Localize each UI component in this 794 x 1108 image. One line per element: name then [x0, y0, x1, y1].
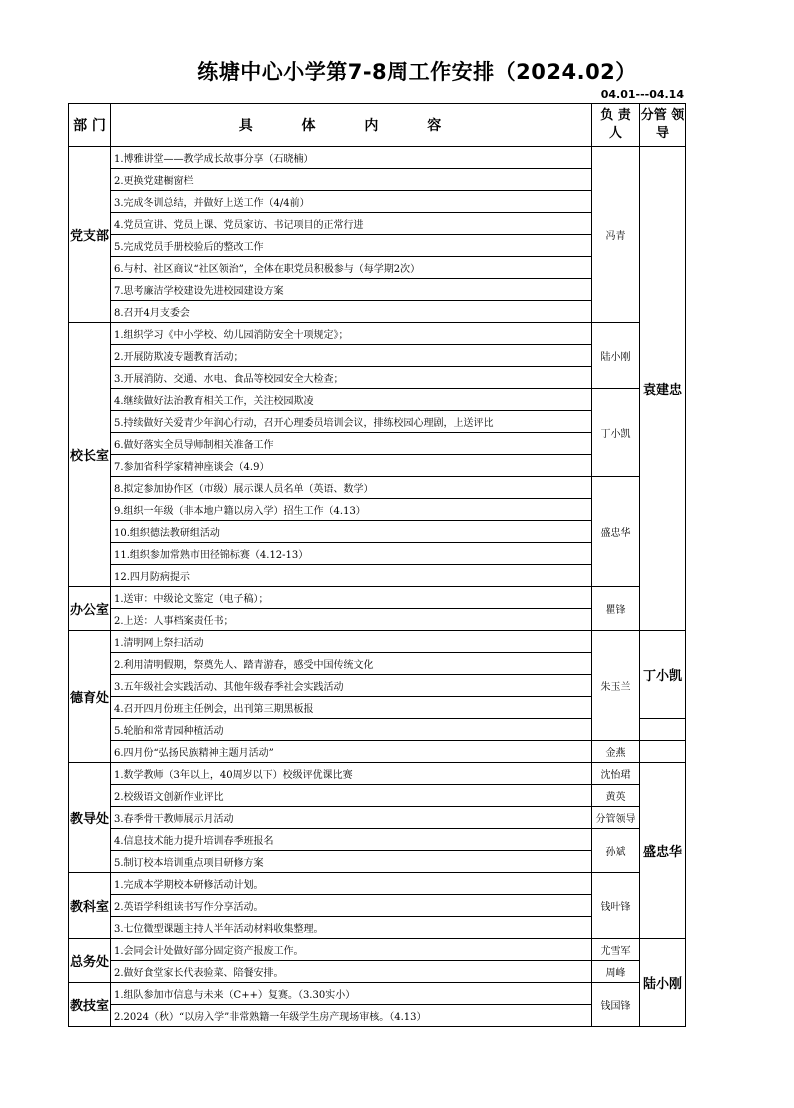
task-item: 1.会同会计处做好部分固定资产报废工作。: [111, 939, 592, 961]
task-item: 3.五年级社会实践活动、其他年级春季社会实践活动: [111, 675, 592, 697]
task-item: 8.召开4月支委会: [111, 301, 592, 323]
task-item: 2.更换党建橱窗栏: [111, 169, 592, 191]
table-row: [69, 983, 686, 1005]
table-row: [69, 763, 686, 785]
task-item: 1.完成本学期校本研修活动计划。: [111, 873, 592, 895]
task-item: 9.组织一年级（非本地户籍以房入学）招生工作（4.13）: [111, 499, 592, 521]
header-person: 负 责 人: [592, 104, 640, 147]
person-principal-b: 丁小凯: [592, 389, 640, 477]
table-row: [69, 631, 686, 653]
table-row: [69, 961, 686, 983]
table-row: [69, 147, 686, 169]
person-teach-2: 黄英: [592, 785, 640, 807]
dept-teaching: 教导处: [69, 763, 111, 873]
header-row: [69, 104, 686, 147]
task-item: 5.完成党员手册校验后的整改工作: [111, 235, 592, 257]
leader-3: 盛忠华: [640, 763, 686, 939]
task-item: 5.轮胎和常青园种植活动: [111, 719, 592, 741]
dept-party: 党支部: [69, 147, 111, 323]
person-research: 钱叶锋: [592, 873, 640, 939]
task-item: 12.四月防病提示: [111, 565, 592, 587]
task-item: 6.与村、社区商议“社区领治”，全体在职党员积极参与（每学期2次）: [111, 257, 592, 279]
header-dept: 部 门: [69, 104, 111, 147]
table-row: [69, 873, 686, 895]
person-office: 瞿锋: [592, 587, 640, 631]
table-row: [69, 807, 686, 829]
dept-office: 办公室: [69, 587, 111, 631]
task-item: 3.完成冬训总结，并做好上送工作（4/4前）: [111, 191, 592, 213]
person-principal-c: 盛忠华: [592, 477, 640, 587]
person-general-2: 周峰: [592, 961, 640, 983]
table-row: [69, 587, 686, 609]
table-row: [69, 741, 686, 763]
person-moral-b: 金燕: [592, 741, 640, 763]
leader-4: 陆小刚: [640, 939, 686, 1027]
table-row: [69, 389, 686, 411]
task-item: 2.开展防欺凌专题教育活动；: [111, 345, 592, 367]
task-item: 3.开展消防、交通、水电、食品等校园安全大检查；: [111, 367, 592, 389]
task-item: 1.组队参加市信息与未来（C++）复赛。（3.30实小）: [111, 983, 592, 1005]
dept-principal: 校长室: [69, 323, 111, 587]
task-item: 4.信息技术能力提升培训春季班报名: [111, 829, 592, 851]
task-item: 4.继续做好法治教育相关工作，关注校园欺凌: [111, 389, 592, 411]
task-item: 2.利用清明假期，祭奠先人、踏青游春，感受中国传统文化: [111, 653, 592, 675]
page-title: 练塘中心小学第7-8周工作安排（2024.02）: [197, 60, 637, 84]
person-general-1: 尤雪军: [592, 939, 640, 961]
person-teach-3: 分管领导: [592, 807, 640, 829]
task-item: 8.拟定参加协作区（市级）展示课人员名单（英语、数学）: [111, 477, 592, 499]
dept-tech: 教技室: [69, 983, 111, 1027]
task-item: 6.做好落实全员导师制相关准备工作: [111, 433, 592, 455]
task-item: 5.制订校本培训重点项目研修方案: [111, 851, 592, 873]
task-item: 2.校级语文创新作业评比: [111, 785, 592, 807]
task-item: 1.组织学习《中小学校、幼儿园消防安全十项规定》；: [111, 323, 592, 345]
task-item: 4.党员宣讲、党员上课、党员家访、书记项目的正常行进: [111, 213, 592, 235]
task-item: 3.春季骨干教师展示月活动: [111, 807, 592, 829]
task-item: 2.做好食堂家长代表验菜、陪餐安排。: [111, 961, 592, 983]
task-item: 7.思考廉洁学校建设先进校园建设方案: [111, 279, 592, 301]
person-moral-a: 朱玉兰: [592, 631, 640, 741]
leader-1: 袁建忠: [640, 147, 686, 631]
task-item: 7.参加省科学家精神座谈会（4.9）: [111, 455, 592, 477]
empty-cell: [640, 719, 686, 741]
task-item: 1.送审：中级论文鉴定（电子稿）；: [111, 587, 592, 609]
table-row: [69, 323, 686, 345]
task-item: 6.四月份“弘扬民族精神主题月活动”: [111, 741, 592, 763]
header-content: 具 体 内 容: [111, 104, 592, 147]
date-range: 04.01---04.14: [600, 88, 684, 101]
table-row: [69, 785, 686, 807]
header-leader: 分管 领导: [640, 104, 686, 147]
empty-cell: [640, 741, 686, 763]
task-item: 1.数学教师（3年以上，40周岁以下）校级评优课比赛: [111, 763, 592, 785]
dept-research: 教科室: [69, 873, 111, 939]
leader-2: 丁小凯: [640, 631, 686, 719]
task-item: 2.2024（秋）“以房入学”非常熟籍一年级学生房产现场审核。（4.13）: [111, 1005, 592, 1027]
person-party: 冯青: [592, 147, 640, 323]
person-principal-a: 陆小刚: [592, 323, 640, 389]
task-item: 2.上送：人事档案责任书；: [111, 609, 592, 631]
task-item: 10.组织德法教研组活动: [111, 521, 592, 543]
task-item: 3.七位微型课题主持人半年活动材料收集整理。: [111, 917, 592, 939]
table-row: [69, 939, 686, 961]
task-item: 11.组织参加常熟市田径锦标赛（4.12-13）: [111, 543, 592, 565]
task-item: 4.召开四月份班主任例会，出刊第三期黑板报: [111, 697, 592, 719]
person-teach-1: 沈怡珺: [592, 763, 640, 785]
table-row: [69, 477, 686, 499]
table-row: [69, 829, 686, 851]
task-item: 2.英语学科组读书写作分享活动。: [111, 895, 592, 917]
task-item: 1.清明网上祭扫活动: [111, 631, 592, 653]
person-teach-4: 孙斌: [592, 829, 640, 873]
schedule-table: [68, 103, 686, 1027]
person-tech: 钱国锋: [592, 983, 640, 1027]
task-item: 5.持续做好关爱青少年润心行动，召开心理委员培训会议，排练校园心理剧，上送评比: [111, 411, 592, 433]
dept-general: 总务处: [69, 939, 111, 983]
dept-moral: 德育处: [69, 631, 111, 763]
task-item: 1.博雅讲堂——教学成长故事分享（石晓楠）: [111, 147, 592, 169]
